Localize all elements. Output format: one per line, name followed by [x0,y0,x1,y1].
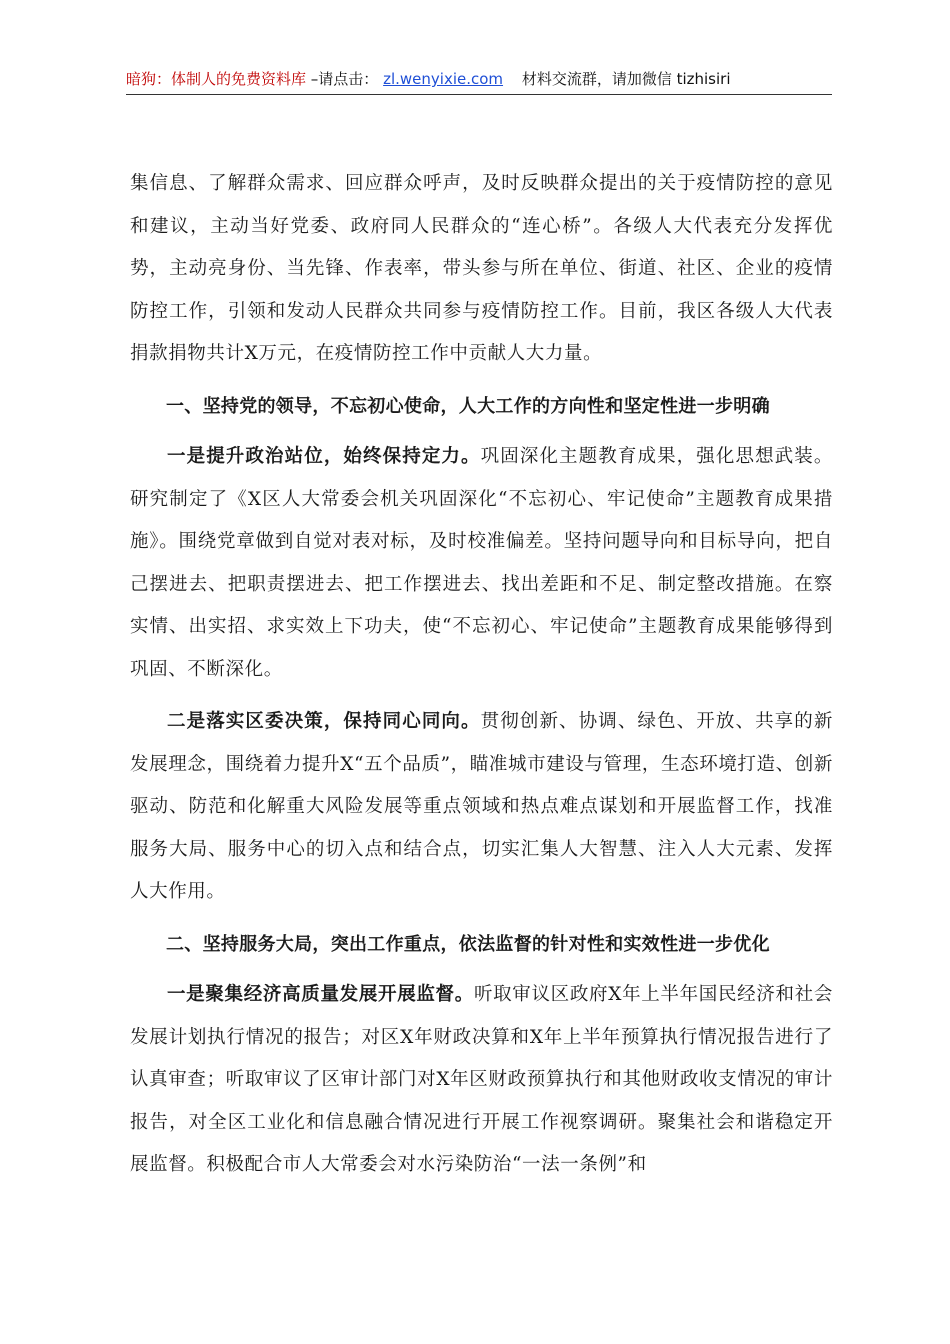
paragraph-intro: 集信息、了解群众需求、回应群众呼声，及时反映群众提出的关于疫情防控的意见和建议，主动当好党委、政府同人民群众的“连心桥”。各级人大代表充分发挥优势，主动亮身份、当先锋、作表率，带头参与所在单位、街道、社区、企业的疫情防控工作，引领和发动人民群众共同参与疫情防控工作。目前，我区各级人大代表捐款捐物共计X万元，在疫情防控工作中贡献人大力量。 [130,173,833,364]
header-link[interactable]: zl.wenyixie.com [383,70,504,88]
header-wechat: 材料交流群，请加微信 tizhisiri [521,70,731,88]
header-divider [126,94,832,95]
paragraph-2-text: 贯彻创新、协调、绿色、开放、共享的新发展理念，围绕着力提升X“五个品质”，瞄准城市建设与管理，生态环境打造、创新驱动、防范和化解重大风险发展等重点领域和热点难点谋划和开展监督工作，找准服务大局、服务中心的切入点和结合点，切实汇集人大智慧、注入人大元素、发挥人大作用。 [130,711,833,902]
paragraph-3-text: 听取审议区政府X年上半年国民经济和社会发展计划执行情况的报告；对区X年财政决算和X年上半年预算执行情况报告进行了认真审查；听取审议了区审计部门对X年区财政预算执行和其他财政收支情况的审计报告，对全区工业化和信息融合情况进行开展工作视察调研。聚集社会和谐稳定开展监督。积极配合市人大常委会对水污染防治“一法一条例”和 [130,984,833,1175]
paragraph-3 [130,974,833,1187]
document-body [130,163,833,1187]
header-click-prefix: –请点击： [310,70,379,88]
section-heading-1: 一、坚持党的领导，不忘初心使命，人大工作的方向性和坚定性进一步明确 [166,395,770,417]
paragraph-1-lead: 一是提升政治站位，始终保持定力。 [167,446,481,467]
paragraph-2-lead: 二是落实区委决策，保持同心同向。 [167,711,481,732]
header-brand: 暗狗：体制人的免费资料库 [126,70,307,88]
paragraph-2 [130,701,833,914]
page-header [126,68,832,90]
paragraph-1 [130,436,833,691]
section-heading-2: 二、坚持服务大局，突出工作重点，依法监督的针对性和实效性进一步优化 [166,933,770,955]
paragraph-1-text: 巩固深化主题教育成果，强化思想武装。研究制定了《X区人大常委会机关巩固深化“不忘初心、牢记使命”主题教育成果措施》。围绕党章做到自觉对表对标，及时校准偏差。坚持问题导向和目标导向，把自己摆进去、把职责摆进去、把工作摆进去、找出差距和不足、制定整改措施。在察实情、出实招、求实效上下功夫，使“不忘初心、牢记使命”主题教育成果能够得到巩固、不断深化。 [130,446,833,680]
paragraph-3-lead: 一是聚集经济高质量发展开展监督。 [167,984,474,1005]
